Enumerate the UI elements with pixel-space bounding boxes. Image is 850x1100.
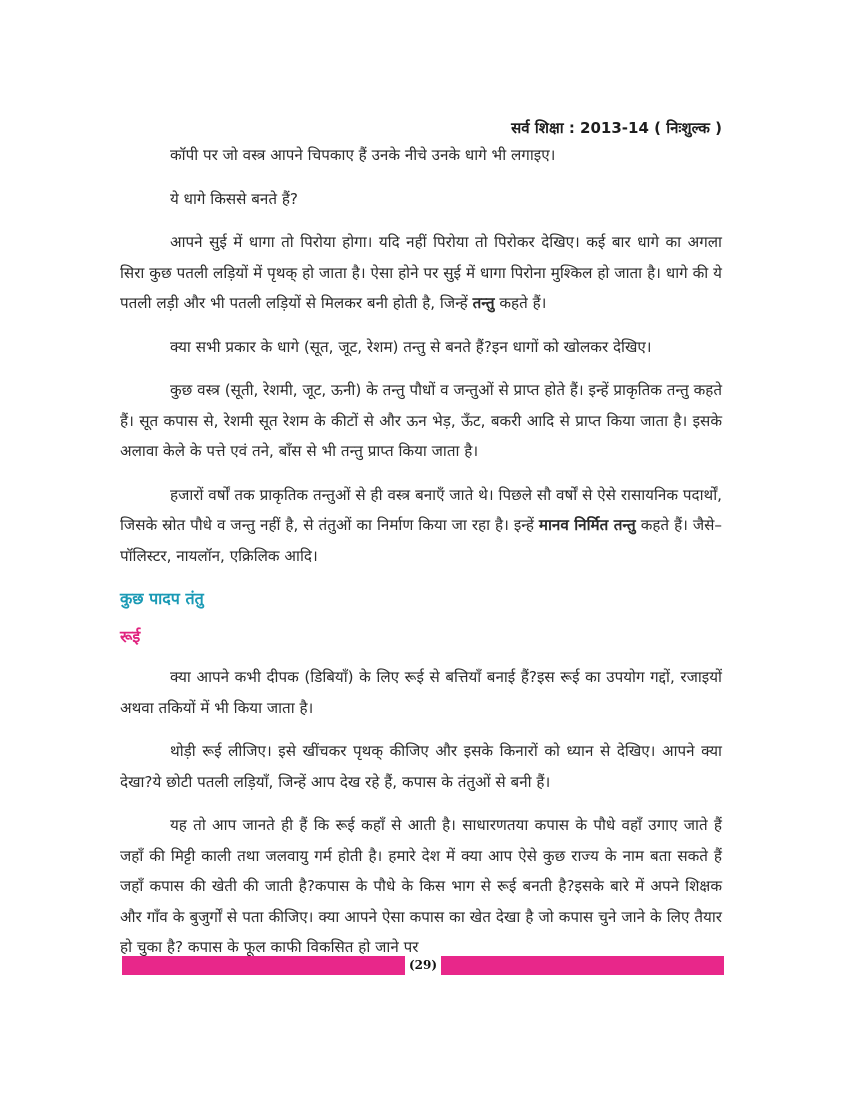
page-header: सर्व शिक्षा : 2013-14 ( निःशुल्क ) xyxy=(511,119,722,137)
paragraph xyxy=(120,227,722,319)
page-footer xyxy=(122,956,724,975)
paragraph: क्या सभी प्रकार के धागे (सूत, जूट, रेशम) तन्तु से बनते हैं?इन धागों को खोलकर देखिए। xyxy=(170,337,652,356)
page-number: (29) xyxy=(408,958,438,972)
term-bold: मानव निर्मित तन्तु xyxy=(538,516,636,534)
section-heading: कुछ पादप तंतु xyxy=(120,589,204,608)
footer-bar-right xyxy=(441,956,724,975)
page-body xyxy=(120,140,722,976)
paragraph: ये धागे किससे बनते हैं? xyxy=(170,189,298,208)
footer-bar-left xyxy=(122,956,405,975)
paragraph-text: कहते हैं। xyxy=(499,294,547,312)
paragraph: कॉपी पर जो वस्त्र आपने चिपकाए हैं उनके नीचे उनके धागे भी लगाइए। xyxy=(170,146,556,164)
paragraph-text: कहते हैं। जैसे– पॉलिस्टर, नायलॉन, एक्रिलिक आदि। xyxy=(120,516,723,565)
subsection-heading: रूई xyxy=(120,627,141,646)
paragraph xyxy=(120,480,722,572)
paragraph: थोड़ी रूई लीजिए। इसे खींचकर पृथक् कीजिए और इसके किनारों को ध्यान से देखिए। आपने क्या देखा?ये छोटी पतली लड़ियाँ, जिन्हें आप देख रहे हैं, कपास के तंतुओं से बनी हैं। xyxy=(120,742,722,791)
paragraph-text: आपने सुई में धागा तो पिरोया होगा। यदि नहीं पिरोया तो पिरोकर देखिए। कई बार धागे का अगला सिरा कुछ पतली लड़ियों में पृथक् हो जाता है। ऐसा होने पर सुई में धागा पिरोना मुश्किल हो जाता है। धागे की ये पतली लड़ी और भी पतली लड़ियों से मिलकर बनी होती है, जिन्हें xyxy=(120,233,722,312)
paragraph: क्या आपने कभी दीपक (डिबियाँ) के लिए रूई से बत्तियाँ बनाई हैं?इस रूई का उपयोग गद्दों, रजाइयों अथवा तकियों में भी किया जाता है। xyxy=(120,668,722,717)
term-bold: तन्तु xyxy=(472,294,495,312)
paragraph: कुछ वस्त्र (सूती, रेशमी, जूट, ऊनी) के तन्तु पौधों व जन्तुओं से प्राप्त होते हैं। इन्हें प्राकृतिक तन्तु कहते हैं। सूत कपास से, रेशमी सूत रेशम के कीटों से और ऊन भेड़, ऊँट, बकरी आदि से प्राप्त किया जाता है। इसके अलावा केले के पत्ते एवं तने, बाँस से भी तन्तु प्राप्त किया जाता है। xyxy=(120,381,722,460)
paragraph-text: हजारों वर्षों तक प्राकृतिक तन्तुओं से ही वस्त्र बनाएँ जाते थे। पिछले सौ वर्षों से ऐसे रासायनिक पदार्थों, जिसके स्रोत पौधे व जन्तु नहीं है, से तंतुओं का निर्माण किया जा रहा है। इन्हें xyxy=(120,485,722,534)
paragraph: यह तो आप जानते ही हैं कि रूई कहाँ से आती है। साधारणतया कपास के पौधे वहाँ उगाए जाते हैं जहाँ की मिट्टी काली तथा जलवायु गर्म होती है। हमारे देश में क्या आप ऐसे कुछ राज्य के नाम बता सकते हैं जहाँ कपास की खेती की जाती है?कपास के पौधे के किस भाग से रूई बनती है?इसके बारे में अपने शिक्षक और गाँव के बुजुर्गों से पता कीजिए। क्या आपने ऐसा कपास का खेत देखा है जो कपास चुने जाने के लिए तैयार हो चुका है? कपास के फूल काफी विकसित हो जाने पर xyxy=(120,816,722,956)
